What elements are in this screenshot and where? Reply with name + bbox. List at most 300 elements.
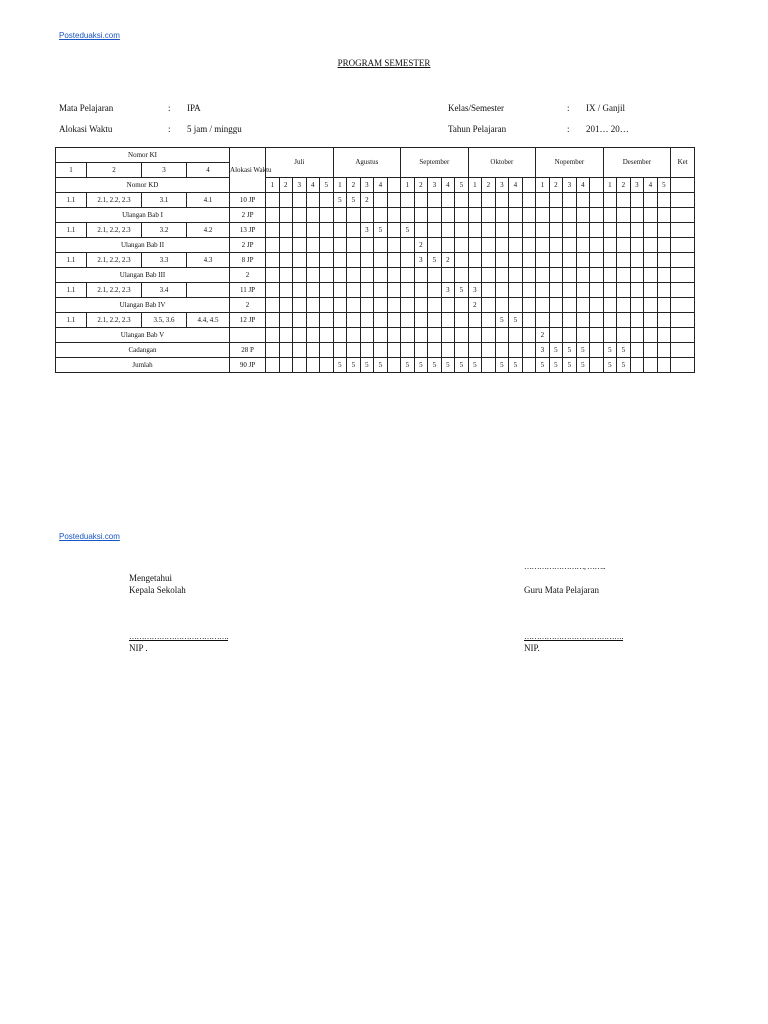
table-row [56, 358, 695, 373]
week-cell [320, 223, 334, 238]
week-header: 4 [306, 178, 320, 193]
week-cell [347, 328, 361, 343]
week-cell [428, 223, 442, 238]
week-cell [266, 253, 280, 268]
header-link[interactable]: Posteduaksi.com [59, 31, 120, 40]
week-cell [563, 223, 577, 238]
week-cell: 5 [414, 358, 428, 373]
mapel-value: IPA [187, 103, 201, 113]
week-cell [347, 313, 361, 328]
week-cell [293, 208, 307, 223]
week-cell [617, 193, 631, 208]
week-cell [495, 268, 509, 283]
week-cell [360, 313, 374, 328]
week-cell: 5 [374, 358, 388, 373]
nomor-kd-header: Nomor KD [56, 178, 230, 193]
alokasi-cell: 2 JP [230, 238, 266, 253]
week-cell [482, 328, 496, 343]
week-cell: 3 [441, 283, 455, 298]
week-cell [468, 208, 482, 223]
row-label: Ulangan Bab III [56, 268, 230, 283]
week-cell [455, 328, 469, 343]
week-cell [509, 343, 523, 358]
week-cell [536, 238, 550, 253]
week-cell [428, 208, 442, 223]
month-header-desember: Desember [603, 148, 671, 178]
week-cell [630, 313, 644, 328]
week-cell [374, 208, 388, 223]
week-cell [279, 238, 293, 253]
week-cell [428, 328, 442, 343]
week-cell [266, 358, 280, 373]
row-label: Ulangan Bab I [56, 208, 230, 223]
week-cell [401, 283, 415, 298]
week-header: 1 [333, 178, 347, 193]
week-cell [644, 208, 658, 223]
alokasi-cell: 12 JP [230, 313, 266, 328]
week-cell [603, 223, 617, 238]
week-cell: 5 [401, 223, 415, 238]
week-cell [455, 343, 469, 358]
ket-header: Ket [671, 148, 695, 178]
week-cell [347, 208, 361, 223]
week-cell [293, 313, 307, 328]
week-cell [482, 223, 496, 238]
week-header: 4 [644, 178, 658, 193]
alokasi-waktu-header: Alokasi Waktu [230, 148, 266, 193]
week-cell [441, 193, 455, 208]
week-cell [347, 238, 361, 253]
week-cell [441, 328, 455, 343]
week-cell [428, 193, 442, 208]
ket-cell [671, 238, 695, 253]
ki-cell: 4.2 [187, 223, 230, 238]
ki-cell: 2.1, 2.2, 2.3 [87, 253, 142, 268]
week-cell [266, 223, 280, 238]
week-cell: 3 [468, 283, 482, 298]
alokasi-cell: 8 JP [230, 253, 266, 268]
week-cell [468, 223, 482, 238]
week-cell [617, 238, 631, 253]
ket-cell [671, 268, 695, 283]
week-cell [360, 238, 374, 253]
week-cell [482, 358, 496, 373]
week-cell [509, 238, 523, 253]
week-header: 1 [603, 178, 617, 193]
week-cell [387, 223, 401, 238]
week-cell [374, 268, 388, 283]
week-cell [522, 253, 536, 268]
week-cell [630, 208, 644, 223]
week-cell [657, 223, 671, 238]
week-cell [563, 193, 577, 208]
week-cell [482, 298, 496, 313]
place-date: ……………………, …….. [524, 562, 605, 571]
week-cell [522, 313, 536, 328]
week-cell [306, 223, 320, 238]
week-cell [320, 208, 334, 223]
week-cell [333, 223, 347, 238]
guru-mapel-label: Guru Mata Pelajaran [524, 585, 599, 595]
week-cell [549, 193, 563, 208]
ket-cell [671, 193, 695, 208]
week-cell [401, 328, 415, 343]
week-cell [320, 238, 334, 253]
ki-col-header-1: 1 [56, 163, 87, 178]
week-cell [536, 253, 550, 268]
week-cell: 3 [536, 343, 550, 358]
week-cell [401, 268, 415, 283]
week-cell [333, 298, 347, 313]
footer-link[interactable]: Posteduaksi.com [59, 532, 120, 541]
week-cell [293, 238, 307, 253]
alokasi-cell: 2 [230, 268, 266, 283]
week-header: 3 [495, 178, 509, 193]
ki-cell: 1.1 [56, 193, 87, 208]
alokasi-cell: 13 JP [230, 223, 266, 238]
week-cell [306, 358, 320, 373]
week-cell: 5 [576, 358, 590, 373]
week-cell: 2 [468, 298, 482, 313]
week-cell [266, 328, 280, 343]
week-cell [603, 238, 617, 253]
week-cell [482, 253, 496, 268]
table-row [56, 268, 695, 283]
mapel-colon: : [168, 103, 171, 113]
kelas-value: IX / Ganjil [586, 103, 625, 113]
week-cell [563, 313, 577, 328]
week-cell [306, 328, 320, 343]
week-cell [374, 193, 388, 208]
alokasi-cell: 90 JP [230, 358, 266, 373]
row-label: Ulangan Bab V [56, 328, 230, 343]
week-cell [279, 328, 293, 343]
ki-cell: 2.1, 2.2, 2.3 [87, 223, 142, 238]
week-cell [306, 238, 320, 253]
week-cell [455, 298, 469, 313]
week-cell [279, 268, 293, 283]
row-label: Ulangan Bab IV [56, 298, 230, 313]
week-cell [509, 208, 523, 223]
week-cell [320, 193, 334, 208]
table-row [56, 328, 695, 343]
week-cell [590, 253, 604, 268]
week-cell [657, 328, 671, 343]
week-cell [306, 283, 320, 298]
week-cell [428, 313, 442, 328]
week-cell [401, 313, 415, 328]
kepala-sekolah-label: Kepala Sekolah [129, 585, 186, 595]
week-cell [644, 343, 658, 358]
week-cell [657, 298, 671, 313]
week-cell [333, 313, 347, 328]
week-cell [482, 208, 496, 223]
week-cell [576, 298, 590, 313]
week-cell [333, 268, 347, 283]
week-cell [414, 193, 428, 208]
week-header: 2 [414, 178, 428, 193]
week-cell [374, 328, 388, 343]
week-cell [279, 208, 293, 223]
week-cell [482, 283, 496, 298]
week-cell [401, 253, 415, 268]
week-cell: 5 [401, 358, 415, 373]
kepala-sekolah-signature-line: …………………………………. [129, 632, 228, 641]
week-cell [266, 343, 280, 358]
week-cell [306, 253, 320, 268]
week-cell: 5 [333, 193, 347, 208]
week-header: 1 [401, 178, 415, 193]
week-cell [563, 328, 577, 343]
week-cell: 5 [495, 313, 509, 328]
week-cell: 2 [536, 328, 550, 343]
mengetahui-label: Mengetahui [129, 573, 172, 583]
week-header: 4 [374, 178, 388, 193]
week-cell [401, 193, 415, 208]
alokasi-cell: 28 P [230, 343, 266, 358]
week-cell [603, 328, 617, 343]
month-header-juli: Juli [266, 148, 334, 178]
week-cell [401, 298, 415, 313]
week-cell [266, 313, 280, 328]
ki-cell: 3.1 [142, 193, 187, 208]
week-cell [360, 253, 374, 268]
week-cell [428, 268, 442, 283]
week-cell [266, 238, 280, 253]
week-cell: 5 [441, 358, 455, 373]
week-cell [360, 283, 374, 298]
table-row [56, 208, 695, 223]
week-cell [617, 283, 631, 298]
week-cell [576, 253, 590, 268]
week-cell: 5 [374, 223, 388, 238]
ki-cell: 3.4 [142, 283, 187, 298]
week-cell [333, 238, 347, 253]
week-cell [266, 208, 280, 223]
week-cell [536, 193, 550, 208]
week-cell [266, 298, 280, 313]
week-header: 3 [360, 178, 374, 193]
week-header: 2 [482, 178, 496, 193]
week-cell [495, 298, 509, 313]
week-cell [603, 253, 617, 268]
row-label: Jumlah [56, 358, 230, 373]
ki-cell: 4.4, 4.5 [187, 313, 230, 328]
week-cell: 2 [414, 238, 428, 253]
alokasi-cell: 10 JP [230, 193, 266, 208]
week-cell [347, 268, 361, 283]
week-cell: 5 [563, 358, 577, 373]
week-cell: 5 [549, 343, 563, 358]
week-cell [293, 223, 307, 238]
week-cell [644, 313, 658, 328]
week-cell [468, 313, 482, 328]
week-cell [509, 193, 523, 208]
week-cell [576, 208, 590, 223]
ket-cell [671, 253, 695, 268]
nomor-ki-header: Nomor KI [56, 148, 230, 163]
week-cell [455, 268, 469, 283]
week-header: 3 [428, 178, 442, 193]
week-cell: 5 [563, 343, 577, 358]
week-cell [347, 298, 361, 313]
week-cell [563, 298, 577, 313]
ki-cell: 3.5, 3.6 [142, 313, 187, 328]
week-cell: 5 [428, 253, 442, 268]
week-header: 3 [630, 178, 644, 193]
week-cell [320, 358, 334, 373]
week-cell: 3 [414, 253, 428, 268]
week-cell [549, 223, 563, 238]
week-cell [549, 313, 563, 328]
week-cell [590, 223, 604, 238]
week-cell: 2 [360, 193, 374, 208]
week-cell [536, 313, 550, 328]
week-cell [320, 313, 334, 328]
ki-cell: 1.1 [56, 223, 87, 238]
week-cell [266, 193, 280, 208]
week-cell [509, 298, 523, 313]
week-cell [428, 298, 442, 313]
week-cell [630, 283, 644, 298]
ki-cell: 1.1 [56, 253, 87, 268]
week-cell [522, 238, 536, 253]
week-cell [590, 328, 604, 343]
week-cell [644, 328, 658, 343]
alokasi-cell: 11 JP [230, 283, 266, 298]
week-cell [549, 268, 563, 283]
week-cell: 5 [468, 358, 482, 373]
week-cell [630, 253, 644, 268]
week-header: 5 [320, 178, 334, 193]
week-cell [617, 208, 631, 223]
week-cell [630, 238, 644, 253]
week-cell [468, 193, 482, 208]
week-cell [455, 238, 469, 253]
ki-cell [187, 283, 230, 298]
week-cell [590, 193, 604, 208]
week-cell [428, 238, 442, 253]
table-row [56, 343, 695, 358]
document-title: PROGRAM SEMESTER [337, 58, 431, 68]
week-cell [333, 208, 347, 223]
week-cell [644, 238, 658, 253]
week-cell [414, 328, 428, 343]
week-cell [482, 343, 496, 358]
week-cell: 5 [333, 358, 347, 373]
ket-cell [671, 358, 695, 373]
week-cell [657, 343, 671, 358]
week-cell [320, 298, 334, 313]
ki-cell: 3.3 [142, 253, 187, 268]
week-cell [522, 208, 536, 223]
week-cell [306, 343, 320, 358]
week-cell [293, 193, 307, 208]
kepala-sekolah-nip: NIP . [129, 643, 148, 653]
week-cell [644, 283, 658, 298]
week-cell [509, 328, 523, 343]
week-cell [387, 238, 401, 253]
week-cell [644, 268, 658, 283]
week-cell [360, 208, 374, 223]
week-cell [455, 253, 469, 268]
week-cell [576, 328, 590, 343]
alokasi-cell [230, 328, 266, 343]
week-cell [279, 298, 293, 313]
table-row [56, 298, 695, 313]
week-cell [306, 193, 320, 208]
week-cell [333, 253, 347, 268]
week-cell [603, 298, 617, 313]
ki-cell: 3.2 [142, 223, 187, 238]
week-cell [563, 238, 577, 253]
week-cell [293, 343, 307, 358]
week-cell [644, 298, 658, 313]
week-cell [320, 343, 334, 358]
week-cell [522, 283, 536, 298]
week-cell [279, 358, 293, 373]
week-cell [428, 343, 442, 358]
week-cell [630, 268, 644, 283]
ket-cell [671, 283, 695, 298]
week-cell [279, 343, 293, 358]
month-header-september: September [401, 148, 469, 178]
ki-col-header-2: 2 [87, 163, 142, 178]
week-cell [441, 238, 455, 253]
ki-cell: 1.1 [56, 283, 87, 298]
week-cell [522, 343, 536, 358]
week-cell [347, 343, 361, 358]
week-cell [644, 223, 658, 238]
week-cell [495, 193, 509, 208]
mapel-label: Mata Pelajaran [59, 103, 114, 113]
week-cell [509, 268, 523, 283]
week-cell [320, 253, 334, 268]
week-cell [644, 253, 658, 268]
week-cell [563, 268, 577, 283]
row-label: Cadangan [56, 343, 230, 358]
week-cell: 5 [509, 313, 523, 328]
week-cell [387, 268, 401, 283]
week-cell [603, 283, 617, 298]
week-cell [293, 283, 307, 298]
week-cell [333, 328, 347, 343]
week-cell [617, 223, 631, 238]
week-cell [576, 313, 590, 328]
week-cell [617, 268, 631, 283]
week-header: 1 [266, 178, 280, 193]
week-cell: 5 [347, 358, 361, 373]
alokasi-value: 5 jam / minggu [187, 124, 242, 134]
week-cell [293, 253, 307, 268]
week-cell [590, 283, 604, 298]
week-cell [509, 223, 523, 238]
kelas-label: Kelas/Semester [448, 103, 504, 113]
week-cell: 5 [455, 283, 469, 298]
week-cell [495, 283, 509, 298]
week-cell [495, 208, 509, 223]
week-cell [657, 238, 671, 253]
week-cell [576, 238, 590, 253]
week-cell [333, 343, 347, 358]
week-cell [414, 343, 428, 358]
week-cell [495, 253, 509, 268]
week-header: 3 [293, 178, 307, 193]
alokasi-cell: 2 JP [230, 208, 266, 223]
ki-cell: 2.1, 2.2, 2.3 [87, 193, 142, 208]
week-cell [441, 298, 455, 313]
week-cell [590, 343, 604, 358]
